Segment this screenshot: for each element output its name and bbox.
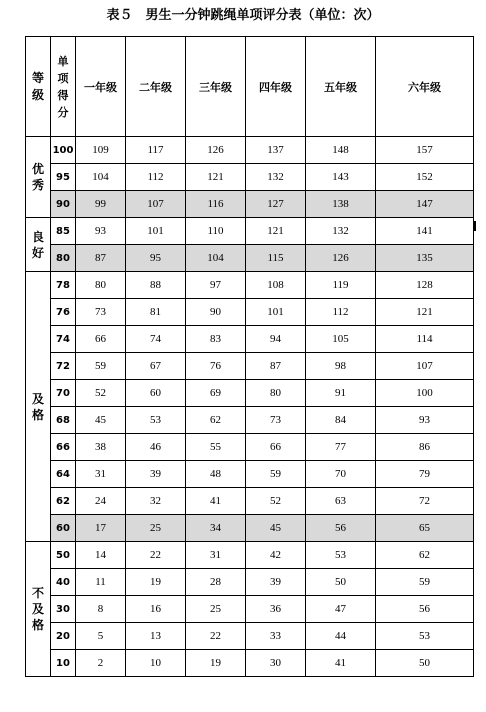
value-cell-grade-6: 141 xyxy=(376,218,474,245)
value-cell-grade-5: 77 xyxy=(306,434,376,461)
edge-marker xyxy=(474,221,476,231)
value-cell-grade-3: 34 xyxy=(186,515,246,542)
table-row xyxy=(26,407,474,434)
value-cell-grade-6: 152 xyxy=(376,164,474,191)
table-row xyxy=(26,569,474,596)
value-cell-grade-6: 107 xyxy=(376,353,474,380)
value-cell-grade-2: 88 xyxy=(126,272,186,299)
value-cell-grade-2: 112 xyxy=(126,164,186,191)
value-cell-grade-5: 41 xyxy=(306,650,376,677)
table-row xyxy=(26,191,474,218)
value-cell-grade-2: 60 xyxy=(126,380,186,407)
table-row xyxy=(26,326,474,353)
level-cell xyxy=(26,218,51,272)
table-row xyxy=(26,380,474,407)
score-cell: 68 xyxy=(51,407,76,434)
value-cell-grade-6: 53 xyxy=(376,623,474,650)
value-cell-grade-6: 79 xyxy=(376,461,474,488)
value-cell-grade-3: 121 xyxy=(186,164,246,191)
level-cell xyxy=(26,137,51,218)
value-cell-grade-4: 73 xyxy=(246,407,306,434)
table-row xyxy=(26,137,474,164)
value-cell-grade-4: 59 xyxy=(246,461,306,488)
value-cell-grade-1: 17 xyxy=(76,515,126,542)
value-cell-grade-4: 132 xyxy=(246,164,306,191)
value-cell-grade-2: 39 xyxy=(126,461,186,488)
value-cell-grade-3: 55 xyxy=(186,434,246,461)
value-cell-grade-1: 66 xyxy=(76,326,126,353)
value-cell-grade-5: 56 xyxy=(306,515,376,542)
table-row xyxy=(26,272,474,299)
value-cell-grade-1: 31 xyxy=(76,461,126,488)
value-cell-grade-5: 132 xyxy=(306,218,376,245)
value-cell-grade-2: 53 xyxy=(126,407,186,434)
table-row xyxy=(26,218,474,245)
value-cell-grade-1: 104 xyxy=(76,164,126,191)
value-cell-grade-1: 14 xyxy=(76,542,126,569)
value-cell-grade-2: 107 xyxy=(126,191,186,218)
value-cell-grade-4: 87 xyxy=(246,353,306,380)
score-cell: 78 xyxy=(51,272,76,299)
value-cell-grade-4: 45 xyxy=(246,515,306,542)
value-cell-grade-2: 10 xyxy=(126,650,186,677)
value-cell-grade-3: 62 xyxy=(186,407,246,434)
value-cell-grade-5: 84 xyxy=(306,407,376,434)
value-cell-grade-3: 41 xyxy=(186,488,246,515)
table-row xyxy=(26,542,474,569)
value-cell-grade-5: 70 xyxy=(306,461,376,488)
header-grade-5: 五年级 xyxy=(306,37,376,137)
score-cell: 95 xyxy=(51,164,76,191)
level-cell xyxy=(26,272,51,542)
value-cell-grade-3: 104 xyxy=(186,245,246,272)
value-cell-grade-2: 117 xyxy=(126,137,186,164)
value-cell-grade-6: 72 xyxy=(376,488,474,515)
value-cell-grade-3: 31 xyxy=(186,542,246,569)
value-cell-grade-3: 116 xyxy=(186,191,246,218)
table-body xyxy=(26,137,474,677)
score-cell: 70 xyxy=(51,380,76,407)
table-row xyxy=(26,650,474,677)
value-cell-grade-4: 30 xyxy=(246,650,306,677)
value-cell-grade-5: 112 xyxy=(306,299,376,326)
value-cell-grade-5: 44 xyxy=(306,623,376,650)
value-cell-grade-5: 126 xyxy=(306,245,376,272)
value-cell-grade-6: 62 xyxy=(376,542,474,569)
value-cell-grade-2: 81 xyxy=(126,299,186,326)
value-cell-grade-4: 108 xyxy=(246,272,306,299)
header-grade-6: 六年级 xyxy=(376,37,474,137)
header-grade-4: 四年级 xyxy=(246,37,306,137)
table-row xyxy=(26,623,474,650)
value-cell-grade-4: 66 xyxy=(246,434,306,461)
table-row xyxy=(26,515,474,542)
value-cell-grade-4: 101 xyxy=(246,299,306,326)
value-cell-grade-3: 69 xyxy=(186,380,246,407)
value-cell-grade-5: 63 xyxy=(306,488,376,515)
header-grade-3: 三年级 xyxy=(186,37,246,137)
table-row xyxy=(26,299,474,326)
header-row xyxy=(26,37,474,137)
score-cell: 72 xyxy=(51,353,76,380)
value-cell-grade-4: 36 xyxy=(246,596,306,623)
value-cell-grade-1: 8 xyxy=(76,596,126,623)
score-cell: 80 xyxy=(51,245,76,272)
value-cell-grade-6: 86 xyxy=(376,434,474,461)
value-cell-grade-3: 83 xyxy=(186,326,246,353)
score-cell: 100 xyxy=(51,137,76,164)
level-cell xyxy=(26,542,51,677)
value-cell-grade-6: 50 xyxy=(376,650,474,677)
level-label: 不及格 xyxy=(31,586,44,632)
value-cell-grade-3: 48 xyxy=(186,461,246,488)
value-cell-grade-5: 53 xyxy=(306,542,376,569)
score-cell: 20 xyxy=(51,623,76,650)
value-cell-grade-6: 93 xyxy=(376,407,474,434)
value-cell-grade-6: 147 xyxy=(376,191,474,218)
value-cell-grade-1: 109 xyxy=(76,137,126,164)
value-cell-grade-3: 19 xyxy=(186,650,246,677)
value-cell-grade-5: 143 xyxy=(306,164,376,191)
score-cell: 85 xyxy=(51,218,76,245)
value-cell-grade-1: 52 xyxy=(76,380,126,407)
value-cell-grade-3: 25 xyxy=(186,596,246,623)
value-cell-grade-2: 13 xyxy=(126,623,186,650)
table-row xyxy=(26,353,474,380)
value-cell-grade-1: 38 xyxy=(76,434,126,461)
value-cell-grade-4: 121 xyxy=(246,218,306,245)
table-row xyxy=(26,488,474,515)
table-row xyxy=(26,434,474,461)
value-cell-grade-4: 127 xyxy=(246,191,306,218)
value-cell-grade-6: 100 xyxy=(376,380,474,407)
value-cell-grade-5: 50 xyxy=(306,569,376,596)
value-cell-grade-6: 121 xyxy=(376,299,474,326)
value-cell-grade-2: 16 xyxy=(126,596,186,623)
value-cell-grade-4: 80 xyxy=(246,380,306,407)
value-cell-grade-6: 128 xyxy=(376,272,474,299)
score-cell: 64 xyxy=(51,461,76,488)
value-cell-grade-2: 74 xyxy=(126,326,186,353)
score-cell: 30 xyxy=(51,596,76,623)
value-cell-grade-1: 11 xyxy=(76,569,126,596)
value-cell-grade-2: 67 xyxy=(126,353,186,380)
value-cell-grade-5: 91 xyxy=(306,380,376,407)
value-cell-grade-6: 65 xyxy=(376,515,474,542)
value-cell-grade-5: 105 xyxy=(306,326,376,353)
score-cell: 62 xyxy=(51,488,76,515)
value-cell-grade-2: 19 xyxy=(126,569,186,596)
value-cell-grade-4: 42 xyxy=(246,542,306,569)
value-cell-grade-1: 80 xyxy=(76,272,126,299)
value-cell-grade-1: 87 xyxy=(76,245,126,272)
value-cell-grade-2: 101 xyxy=(126,218,186,245)
value-cell-grade-1: 73 xyxy=(76,299,126,326)
score-cell: 40 xyxy=(51,569,76,596)
value-cell-grade-4: 137 xyxy=(246,137,306,164)
value-cell-grade-5: 138 xyxy=(306,191,376,218)
value-cell-grade-2: 25 xyxy=(126,515,186,542)
value-cell-grade-2: 22 xyxy=(126,542,186,569)
value-cell-grade-3: 28 xyxy=(186,569,246,596)
value-cell-grade-3: 90 xyxy=(186,299,246,326)
header-level: 等级 xyxy=(26,37,51,137)
header-score: 单项得分 xyxy=(51,37,76,137)
score-table xyxy=(25,36,474,677)
level-label: 良好 xyxy=(31,229,44,260)
level-label: 及格 xyxy=(31,391,44,422)
score-cell: 66 xyxy=(51,434,76,461)
level-label: 优秀 xyxy=(31,162,44,192)
value-cell-grade-5: 98 xyxy=(306,353,376,380)
header-grade-1: 一年级 xyxy=(76,37,126,137)
value-cell-grade-4: 33 xyxy=(246,623,306,650)
value-cell-grade-2: 95 xyxy=(126,245,186,272)
value-cell-grade-1: 99 xyxy=(76,191,126,218)
value-cell-grade-2: 46 xyxy=(126,434,186,461)
value-cell-grade-1: 24 xyxy=(76,488,126,515)
value-cell-grade-6: 56 xyxy=(376,596,474,623)
score-cell: 90 xyxy=(51,191,76,218)
header-grade-2: 二年级 xyxy=(126,37,186,137)
value-cell-grade-6: 135 xyxy=(376,245,474,272)
value-cell-grade-3: 126 xyxy=(186,137,246,164)
value-cell-grade-6: 114 xyxy=(376,326,474,353)
value-cell-grade-4: 52 xyxy=(246,488,306,515)
value-cell-grade-1: 5 xyxy=(76,623,126,650)
value-cell-grade-1: 2 xyxy=(76,650,126,677)
value-cell-grade-6: 59 xyxy=(376,569,474,596)
score-cell: 10 xyxy=(51,650,76,677)
page-title: 表５ 男生一分钟跳绳单项评分表（单位：次） xyxy=(106,8,380,23)
value-cell-grade-1: 93 xyxy=(76,218,126,245)
value-cell-grade-3: 22 xyxy=(186,623,246,650)
value-cell-grade-6: 157 xyxy=(376,137,474,164)
table-row xyxy=(26,245,474,272)
table-row xyxy=(26,596,474,623)
table-row xyxy=(26,461,474,488)
score-cell: 76 xyxy=(51,299,76,326)
value-cell-grade-3: 97 xyxy=(186,272,246,299)
value-cell-grade-4: 115 xyxy=(246,245,306,272)
value-cell-grade-5: 119 xyxy=(306,272,376,299)
value-cell-grade-5: 148 xyxy=(306,137,376,164)
value-cell-grade-3: 76 xyxy=(186,353,246,380)
value-cell-grade-2: 32 xyxy=(126,488,186,515)
table-row xyxy=(26,164,474,191)
score-cell: 74 xyxy=(51,326,76,353)
value-cell-grade-1: 59 xyxy=(76,353,126,380)
score-cell: 50 xyxy=(51,542,76,569)
value-cell-grade-5: 47 xyxy=(306,596,376,623)
value-cell-grade-4: 94 xyxy=(246,326,306,353)
value-cell-grade-1: 45 xyxy=(76,407,126,434)
value-cell-grade-4: 39 xyxy=(246,569,306,596)
value-cell-grade-3: 110 xyxy=(186,218,246,245)
score-cell: 60 xyxy=(51,515,76,542)
